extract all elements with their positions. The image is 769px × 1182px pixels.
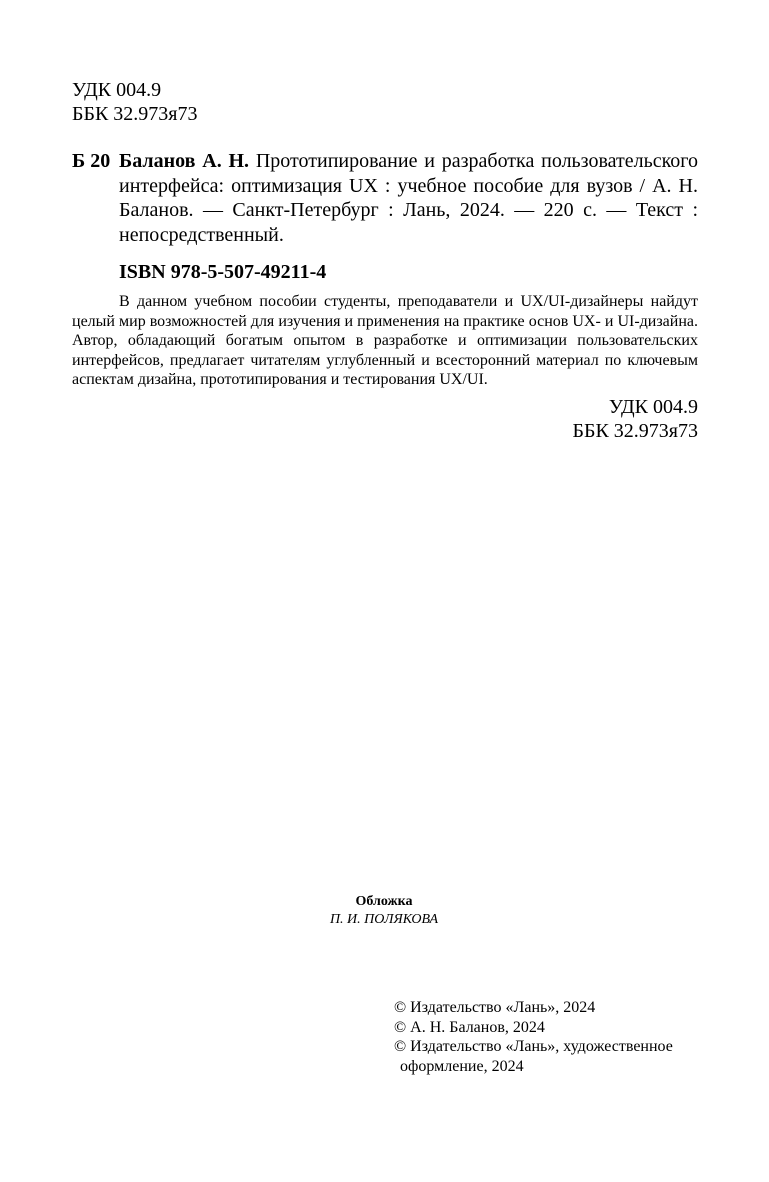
catalog-entry [72, 149, 698, 247]
cover-credit [300, 893, 468, 929]
copyright-line: оформление, 2024 [400, 1057, 524, 1075]
udk-code-right: УДК 004.9 [608, 396, 698, 418]
classification-block-right [560, 395, 698, 443]
cover-label: Обложка [355, 894, 413, 909]
copyright-line: © Издательство «Лань», художественное [394, 1038, 673, 1055]
copyright-line: © Издательство «Лань», 2024 [394, 999, 596, 1016]
author-name: Баланов А. Н. [119, 150, 250, 172]
cover-designer-name: П. И. ПОЛЯКОВА [329, 912, 439, 927]
classification-block-top [72, 78, 198, 126]
udk-code: УДК 004.9 [72, 79, 162, 101]
copyright-block [394, 998, 673, 1076]
isbn: ISBN 978-5-507-49211-4 [119, 261, 327, 283]
bibliographic-record [119, 149, 698, 247]
annotation-text: В данном учебном пособии студенты, преподаватели и UX/UI-дизайнеры найдут целый мир возможностей для изучения и применения на практике основ UX- и UI-дизайна. Автор, обладающий богатым опытом в разработке и оптимизации пользовательских интерфейсов, предлагает читателям углубленный и всесторонний материал по ключевым аспектам дизайна, прототипирования и тестирования UX/UI. [72, 293, 698, 388]
bbk-code: ББК 32.973я73 [72, 103, 198, 125]
copyright-line: © А. Н. Баланов, 2024 [394, 1018, 545, 1036]
bibliographic-description: Прототипирование и разработка пользовательского интерфейса: оптимизация UX : учебное пособие для вузов / А. Н. Баланов. — Санкт-Петербург : Лань, 2024. — 220 с. — Текст : непосредственный. [119, 150, 699, 246]
author-mark: Б 20 [72, 150, 111, 172]
bbk-code-right: ББК 32.973я73 [572, 420, 698, 442]
